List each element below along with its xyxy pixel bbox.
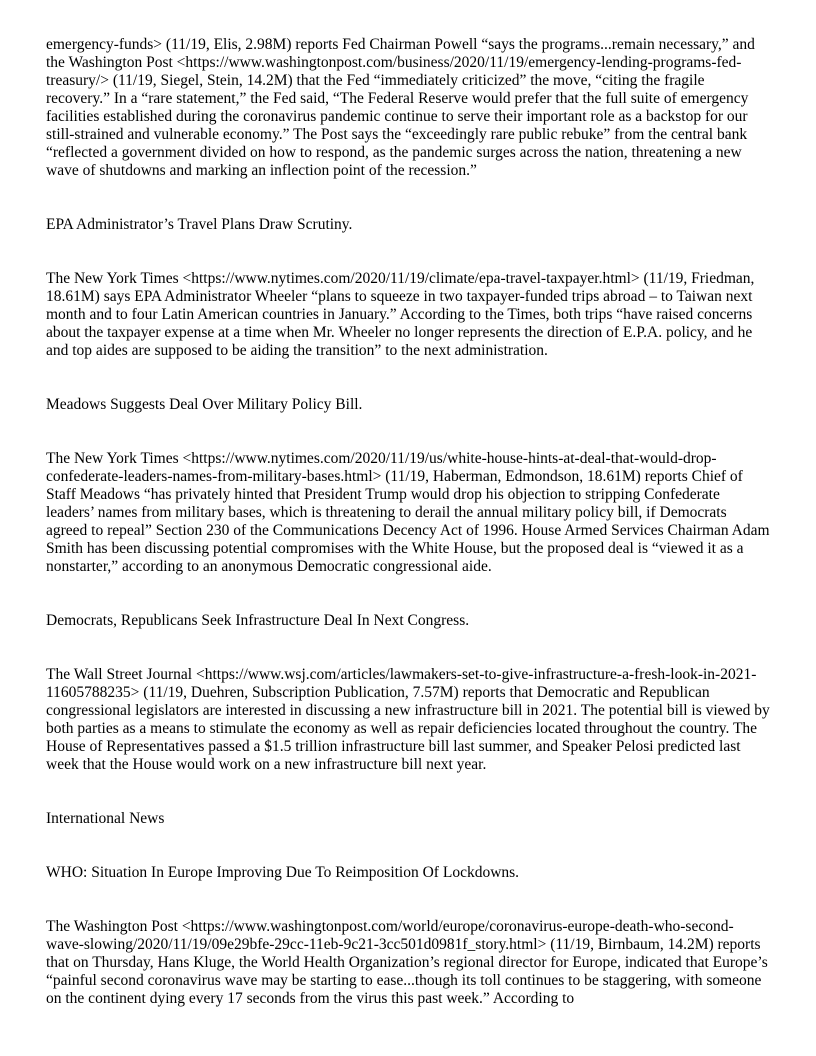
who-europe-heading: WHO: Situation In Europe Improving Due To Reimposition Of Lockdowns. — [46, 864, 520, 881]
epa-travel-heading: EPA Administrator’s Travel Plans Draw Scrutiny. — [46, 216, 353, 233]
military-bill-paragraph: The New York Times <https://www.nytimes.com/2020/11/19/us/white-house-hints-at-deal-that-would-drop-confederate-leaders-names-from-military-bases.html> (11/19, Haberman, Edmondson, 18.61M) reports Chief of Staff Meadows “has privately hinted that President Trump would drop his objection to stripping Confederate leaders’ names from military bases, which is threatening to derail the annual military policy bill, if Democrats agreed to repeal” Section 230 of the Communications Decency Act of 1996. House Armed Services Chairman Adam Smith has been discussing potential compromises with the White House, but the proposed deal is “viewed it as a nonstarter,” according to an anonymous Democratic congressional aide. — [46, 450, 770, 575]
infrastructure-heading: Democrats, Republicans Seek Infrastructure Deal In Next Congress. — [46, 612, 470, 629]
infrastructure-paragraph: The Wall Street Journal <https://www.wsj.com/articles/lawmakers-set-to-give-infrastructure-a-fresh-look-in-2021-11605788235> (11/19, Duehren, Subscription Publication, 7.57M) reports that Democratic and Republican congressional legislators are interested in discussing a new infrastructure bill in 2021. The potential bill is viewed by both parties as a means to stimulate the economy as well as repair deficiencies located throughout the country. The House of Representatives passed a $1.5 trillion infrastructure bill last summer, and Speaker Pelosi predicted last week that the House would work on a new infrastructure bill next year. — [46, 666, 770, 773]
who-europe-paragraph: The Washington Post <https://www.washingtonpost.com/world/europe/coronavirus-europe-death-who-second-wave-slowing/2020/11/19/09e29bfe-29cc-11eb-9c21-3cc501d0981f_story.html> (11/19, Birnbaum, 14.2M) reports that on Thursday, Hans Kluge, the World Health Organization’s regional director for Europe, indicated that Europe’s “painful second coronavirus wave may be starting to ease...though its toll continues to be staggering, with someone on the continent dying every 17 seconds from the virus this past week.” According to — [46, 918, 768, 1007]
military-bill-heading: Meadows Suggests Deal Over Military Policy Bill. — [46, 396, 363, 413]
fed-emergency-funds-paragraph: emergency-funds> (11/19, Elis, 2.98M) reports Fed Chairman Powell “says the programs...remain necessary,” and the Washington Post <https://www.washingtonpost.com/business/2020/11/19/emergency-lending-programs-fed-treasury/> (11/19, Siegel, Stein, 14.2M) that the Fed “immediately criticized” the move, “citing the fragile recovery.” In a “rare statement,” the Fed said, “The Federal Reserve would prefer that the full suite of emergency facilities established during the coronavirus pandemic continue to serve their important role as a backstop for our still-strained and vulnerable economy.” The Post says the “exceedingly rare public rebuke” from the central bank “reflected a government divided on how to respond, as the pandemic surges across the nation, threatening a new wave of shutdowns and marking an inflection point of the recession.” — [46, 36, 755, 179]
international-news-heading: International News — [46, 810, 165, 827]
epa-travel-paragraph: The New York Times <https://www.nytimes.com/2020/11/19/climate/epa-travel-taxpayer.html> (11/19, Friedman, 18.61M) says EPA Administrator Wheeler “plans to squeeze in two taxpayer-funded trips abroad – to Taiwan next month and to four Latin American countries in January.” According to the Times, both trips “have raised concerns about the taxpayer expense at a time when Mr. Wheeler no longer represents the direction of E.P.A. policy, and he and top aides are supposed to be aiding the transition” to the next administration. — [46, 270, 755, 359]
